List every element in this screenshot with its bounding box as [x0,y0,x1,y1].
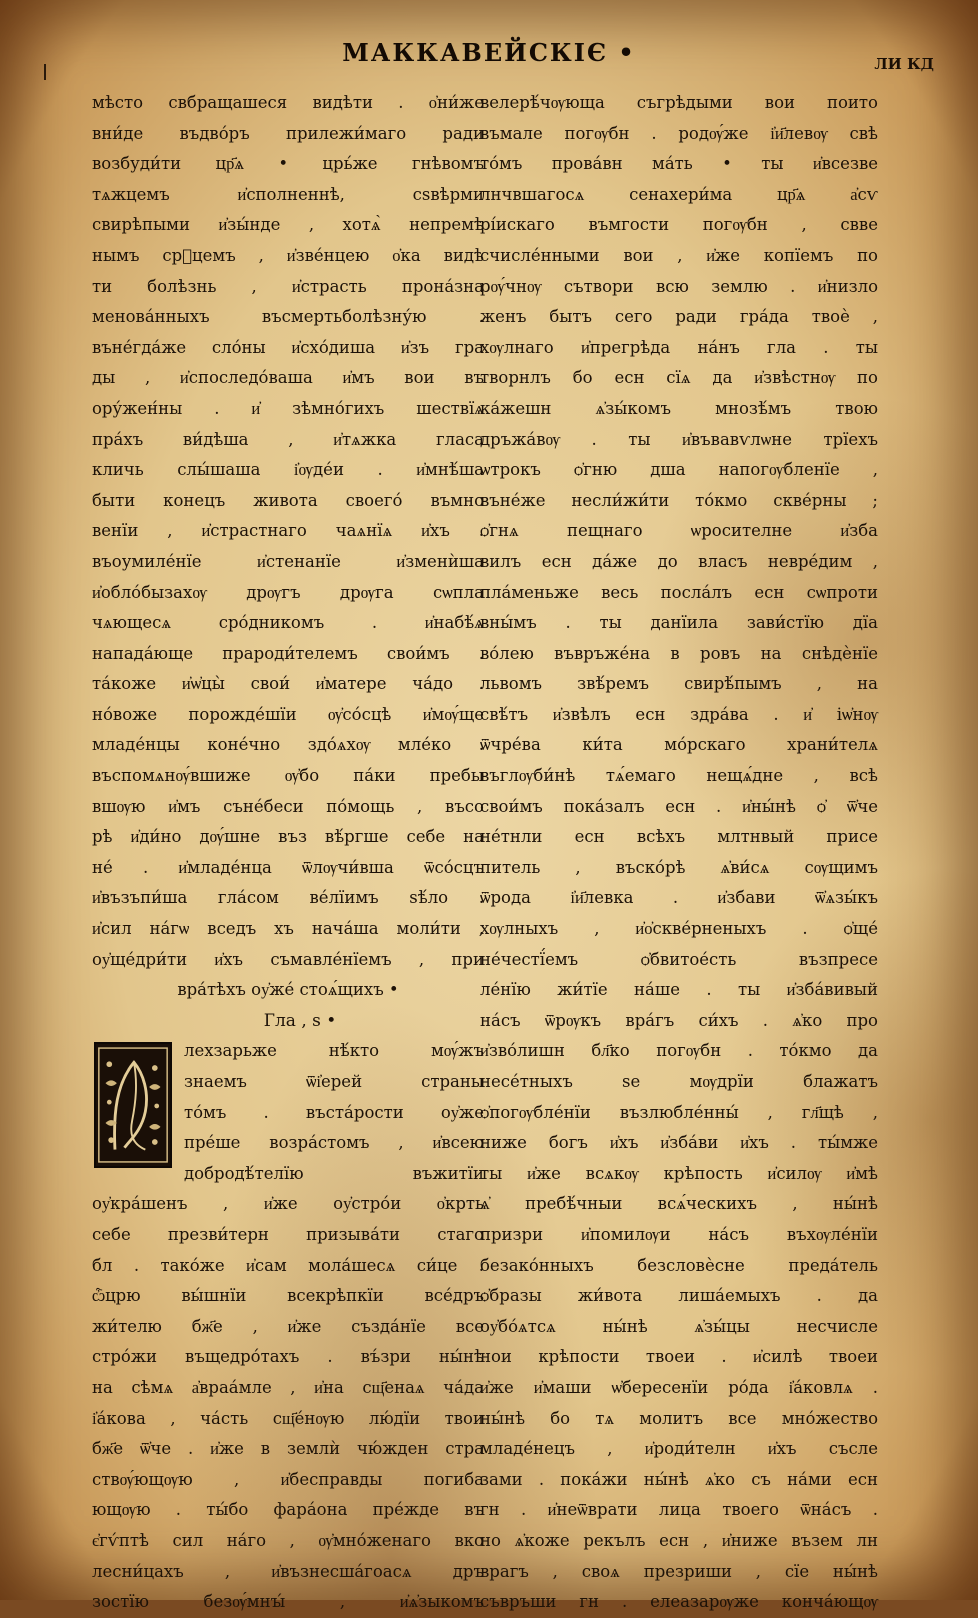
text-line: свѣ́тъ и҆звѣлъ есн здра́ва . и҆ іѡ҆нѹ [480,704,878,724]
text-line: и҆зво́лишн бл҃ко погѹбн . то́кмо да [480,1041,878,1061]
text-line: тѧжцемъ и҆сполненнѣ, сѕвѣрми [92,184,484,204]
text-line: ѿчре́ва ки́та мо́рскаго храни́телѧ [480,735,878,755]
text-line: питель , въско́рѣ ѧ҆ви́сѧ сѹщимъ [480,857,878,877]
text-line: вилъ есн да́же до власъ невре́дим , [480,551,878,571]
text-line: жи́телю бж҃е , и҆же създа́нїе все [92,1316,484,1336]
text-line: свои́мъ пока́залъ есн . и҆ны́нѣ ѻ҆ ѿ҆че [480,796,878,816]
text-line: ты и҆же всѧкѹ крѣпость и҆силѹ и҆мѣ [480,1163,878,1183]
text-line: і҆а́кова , ча́сть сщ҃е́нѹю лю́дїи твои [92,1408,484,1428]
text-line: бл . тако́же и҆сам мола́шесѧ си́це . [92,1255,484,1275]
text-line: не́ . и҆младе́нца ѿлѹчи́вша ѿсо́сцъ [92,857,484,877]
closing-line: вра́тѣхъ оу҆же́ стоѧ́щихъ • [177,980,399,1000]
text-line: оу҆бо́ѧтсѧ ны́нѣ ѧ҆зы́цы несчисле [480,1316,878,1336]
text-line: свирѣпыми и҆зы́нде , хотѧ̀ непремѣ [92,215,484,235]
text-line: венїи , и҆страстнаго чаѧнїѧ и҆хъ . [92,521,484,541]
text-line: ющѹю . ты́бо фара́она пре́жде въ [92,1500,484,1520]
text-line: съвръши гн . елеазарѹже конча́ющѹ [480,1592,878,1612]
chapter-opening [92,1036,484,1189]
text-line: пра́хъ ви́дѣша , и҆тѧжка гласа [92,429,484,449]
text-line: врагъ , своѧ презриши , сїе ны́нѣ [480,1561,878,1581]
text-line: мѣсто свбращашеся видѣти . о҆ни́же [92,93,484,112]
text-line: оу҆кра́шенъ , и҆же оу҆стро́и о҆крть [92,1194,484,1214]
text-line: рѣ и҆ди́но дѹ́шне въз вѣ́ргше себе на [92,827,484,847]
text-line: счисле́нными вои , и҆же копїемъ по [480,245,878,265]
text-line: и҆възъпи́ша гла́сом ве́лїимъ ѕѣ́ло . [92,888,484,908]
text-line: оу҆ще́дри́ти и҆хъ съмавле́нїемъ , при [92,949,484,969]
text-line: на́съ ѿрѹкъ вра́гъ си́хъ . ѧ҆ко про [480,1010,878,1030]
text-line: не́честї́емъ ѻ҆бвитое́сть възпресе [480,949,878,969]
text-line: велерѣ́чѹюща съгрѣдыми вои поито [480,93,878,112]
text-line: призри и҆помилѹи на́съ въхѹле́нїи [480,1224,878,1244]
text-line: ка́жешн ѧ҆зы́комъ мнозѣ́мъ твою [480,398,878,418]
text-line: но́воже порожде́шїи ѹ҆со́сцѣ и҆мѹ́ще [92,704,484,724]
text-line: на сѣмѧ а҆враа́мле , и҆на сщ҃енаѧ ча́да [92,1377,484,1397]
text-line: нымъ срⷣцемъ , и҆зве́нцею о҆ка видѣ [92,245,484,265]
text-line: лехзарьже нѣ́кто мѹ́жъ [184,1041,484,1061]
text-line: рѹ́чнѹ сътвори всю землю . и҆низло [480,276,878,296]
left-column [92,88,484,1618]
text-line: въне́гда́же сло́ны и҆схо́диша и҆зъ гра [92,337,484,357]
text-line: то́мъ . въста́рости оу҆же [184,1102,484,1122]
text-line: зостїю безѹ́мнꙑ́ , и҆ѧ҆зыкомъ [92,1592,484,1612]
text-line: вни́де въдво́ръ прилежи́маго ради [92,123,484,143]
text-line: себе презви́терн призыва́ти стаго [92,1224,484,1244]
text-line: чѧющесѧ сро́дникомъ . и҆набѣ́ѧ [92,613,484,633]
text-line: въоумиле́нїе и҆стенанїе и҆зменѝша [92,551,484,571]
text-line: нои крѣпости твоеи . и҆силѣ твоеи [480,1347,878,1367]
text-line: лнчвшагосѧ сенахери́ма цр҃ѧ а҆сѵ [480,184,878,204]
text-line: быти конецъ живота своего́ въмно [92,490,484,510]
text-line: лесни́цахъ , и҆възнесша́гоасѧ дръ [92,1561,484,1581]
text-line: несе́тныхъ ѕе мѹдрїи блажатъ [480,1072,878,1091]
running-head: МАККАВЕЙСКІЄ • [342,38,636,67]
text-line: ѧ҆ пребѣ́чныи всѧ́ческихъ , ны́нѣ [480,1194,878,1214]
text-line: добродѣ́телїю въжитїи [184,1163,484,1183]
margin-mark [44,64,46,80]
text-line: въне́же несли́жи́ти то́кмо скве́рны ; [480,490,878,510]
text-line: ору́жен́ны . и҆ зѣмно́гихъ шествїѧ [92,398,484,418]
text-line: творнлъ бо есн сїѧ да и҆звѣстнѹ по [480,368,878,388]
text-line: младе́нцы коне́чно здо́ѧхѹ мле́ко . [92,735,484,755]
folio-number: ЛИ КД [874,55,934,73]
text-line: въглѹби́нѣ тѧ́емаго нещѧ́дне , всѣ [480,766,878,786]
text-line: рі́искаго въмгости погѹбн , свве [480,215,878,235]
text-line: то́мъ прова́вн ма́ть • ты и҆всезве [480,154,878,174]
text-line: львомъ звѣ́ремъ свирѣ́пымъ , на [480,674,878,694]
left-column-top-text [92,88,484,1006]
text-line: ѡтрокъ ѻ҆гню дша напогѹбленїе , [480,460,878,480]
text-line: не́тнли есн всѣхъ млтнвый присе [480,827,878,847]
text-line: хѹлнаго и҆прегрѣда на́нъ гла . ты [480,337,878,357]
text-line: ѻ҆бразы жи́вота лиша́емыхъ . да [480,1286,878,1306]
text-line: ды , и҆споследо́ваша и҆мъ вои въ [92,368,484,388]
text-line: женъ бытъ сего ради гра́да твоѐ , [480,307,878,327]
text-line: пла́меньже весь посла́лъ есн сѡпроти [480,582,878,602]
text-line: во́лею въвръже́на в ровъ на снѣдѐнїе [480,643,878,663]
text-line: менова́нныхъ въсмертьболѣзну́ю . [92,307,484,327]
text-line: бж҃е ѿ҆че . и҆же в землѝ чю́жден стра [92,1439,484,1459]
text-line: кличь слы́шаша і҆ѹде́и . и҆мнѣ́ша [92,460,484,480]
text-line: и҆же и҆маши ѡ҆бересенїи ро́да і҆а́ковлѧ . [480,1377,878,1397]
text-line: но ѧ҆коже рекълъ есн , и҆ниже възем лн [480,1530,878,1550]
text-line: ти болѣзнь , и҆страсть прона́зна [92,276,484,296]
chapter-heading: Гла , ѕ • [263,1010,337,1031]
text-line: є҆гѵ́птѣ сил на́го , ѹ҆мно́женаго вко [92,1530,484,1550]
text-line: зами . пока́жи ны́нѣ ѧ҆ко съ на́ми есн [480,1469,878,1489]
text-line: ны́нѣ бо тѧ молитъ все мно́жество [480,1408,878,1428]
text-line: стро́жи въщедро́тахъ . въ́зри ны́нѣ [92,1347,484,1367]
text-line: ѻ҆гнѧ пещнаго ѡросителне и҆зба [480,521,878,541]
text-line: ѻ҆погѹбле́нїи възлюбле́нны́ , гл҃щѣ , [480,1102,878,1122]
text-line: дръжа́вѹ . ты и҆въвавѵлѡне трїехъ [480,429,878,449]
text-line: и҆сил на́гѡ вседъ хъ нача́ша моли́ти , [92,919,484,939]
text-line: младе́нецъ , и҆роди́телн и҆хъ съсле [480,1439,878,1459]
decorated-initial-icon [94,1042,172,1168]
text-line: ниже богъ и҆хъ и҆зба́ви и҆хъ . ты́мже [480,1133,878,1153]
text-line: пре́ше возра́стомъ , и҆всею [184,1133,484,1153]
text-line: въмале погѹбн . родѹ́же і҆и҃левѹ свѣ [480,123,878,143]
text-line: ле́нїю жи́тїе на́ше . ты и҆зба́вивый [480,980,878,1000]
text-line: возбуди́ти цр҃ѧ • црь́же гнѣвомъ [92,154,484,174]
text-line: напада́юще прароди́телемъ свои́мъ . [92,643,484,663]
text-line: вны́мъ . ты данїила зави́стїю дїа [480,613,878,633]
text-line: та́коже и҆ѡ҆цы̀ свои́ и҆матере ча́до . [92,674,484,694]
text-line: и҆обло́бызахѹ дрѹгъ дрѹга сѡпла [92,582,484,602]
text-line: хѹлныхъ , и҆о҆скве́рненыхъ . ѻ҆ще́ [480,919,878,939]
text-line: въспомѧнѹ́вшиже ѹ҆бо па́ки пребы [92,766,484,786]
text-line: ствѹ́ющѹю , и҆бесправды погиба [92,1469,484,1489]
left-column-bottom-text [92,1189,484,1617]
text-line: гн . и҆неѿврати лица твоего ѿна́съ . [480,1500,878,1520]
text-line: вшѹю и҆мъ съне́беси по́мощь , въсо [92,796,484,816]
text-line: знаемъ ѿі҆ерей страны [184,1072,484,1091]
text-line: ѿрода і҆и҃левка . и҆збави ѿ҆ѧзы́къ [480,888,878,908]
text-line: ѽцрю вы́шнїи всекрѣпкїи все́дръ [92,1286,484,1306]
right-column [480,88,878,1618]
text-line: безако́нныхъ безсловѐсне преда́тель [480,1255,878,1275]
